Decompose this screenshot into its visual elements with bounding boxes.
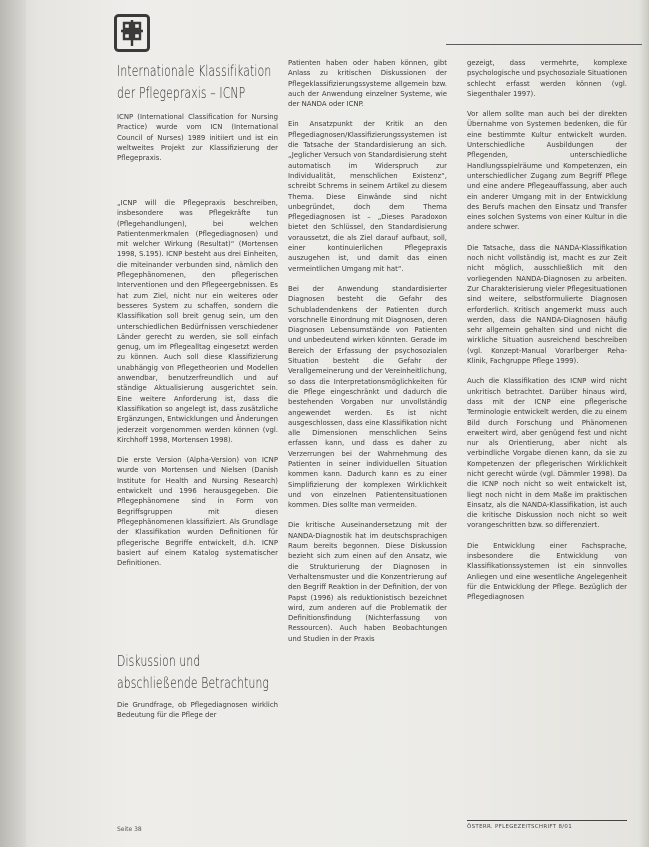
top-rule — [446, 44, 642, 45]
column-2 — [288, 58, 447, 654]
paragraph: Die erste Version (Alpha-Version) von ICNP wurde von Mortensen und Nielsen (Danish Institute for Health and Nursing Research) entwickelt und 1996 herausgegeben. Die Pflegephänomene sind in Form von Begriffsgruppen mit diesen Pflegephänomenen klassifiziert. Als Grundlage der Klassifikation wurden Definitionen für pflegerische Begriffe entwickelt, d.h. ICNP basiert auf einem Katalog systematischer Definitionen. — [117, 456, 278, 568]
paragraph: Auch die Klassifikation des ICNP wird nicht unkritisch betrachtet. Darüber hinaus wird, dass mit der ICNP eine pflegerische Terminologie entwickelt werden, die zu einem Bild durch Forschung und Phänomenen erweitert wird, aber genügend fest und nicht nur als Orientierung, aber nicht als verbindliche Vorgabe dienen kann, da sie zu Kompetenzen der pflegerischen Wirklichkeit nicht gerecht würde (vgl. Dämmler 1998). Da die ICNP noch nicht so weit entwickelt ist, liegt noch nicht in dem Maße im praktischen Einsatz, als die NANDA-Klassifikation, ist auch die kritische Diskussion noch nicht so weit vorangeschritten bzw. so differenziert. — [467, 377, 627, 530]
paragraph: „ICNP will die Pflegepraxis beschreiben, insbesondere was Pflegekräfte tun (Pflegehandlungen), bei welchen Patientenmerkmalen (Pflegediagnosen) und mit welcher Wirkung (Resultat)“ (Mortensen 1998, S.195). ICNP besteht aus drei Einheiten, die miteinander verbunden sind, nämlich den Pflegephänomenen, den pflegerischen Interventionen und den Pflegeergebnissen. Es hat zum Ziel, nicht nur ein weiteres oder besseres System zu schaffen, sondern die Klassifikation soll breit genug sein, um den unterschiedlichen Bedürfnissen verschiedener Länder gerecht zu werden, sie soll einfach genug, um im Pflegealltag eingesetzt werden zu können. Auch soll diese Klassifizierung unabhängig von Pflegetheorien und Modellen anwendbar, benutzerfreundlich und auf ständige Aktualisierung ausgerichtet sein. Eine weitere Anforderung ist, dass die Klassifikation so angelegt ist, dass zusätzliche Ergänzungen, Entwicklungen und Änderungen jederzeit vorgenommen werden können (vgl. Kirchhoff 1998, Mortensen 1998). — [117, 199, 278, 444]
column-1 — [117, 198, 278, 578]
page-number: Seite 38 — [117, 826, 142, 833]
column-3 — [467, 58, 627, 613]
journal-footer: ÖSTERR. PFLEGEZEITSCHRIFT 8/01 — [467, 824, 573, 830]
column-1-intro — [117, 112, 278, 173]
paragraph: Die Grundfrage, ob Pflegediagnosen wirklich Bedeutung für die Pflege der — [117, 701, 278, 720]
paragraph: ICNP (International Classification for Nursing Practice) wurde vom ICN (International Council of Nurses) 1989 initiiert und ist ein weltweites Projekt zur Klassifizierung der Pflegepraxis. — [117, 113, 278, 163]
section-heading-diskussion: Diskussion und abschließende Betrachtung — [117, 652, 270, 692]
journal-logo-icon — [114, 14, 150, 52]
section-heading-icnp: Internationale Klassifikation der Pflegepraxis – ICNP — [117, 62, 272, 102]
paragraph: Patienten haben oder haben können, gibt Anlass zu kritischen Diskussionen der Pflegeklassifizierungssysteme allgemein bzw. auch der Anwendung einzelner Systeme, wie der NANDA oder ICNP. — [288, 59, 447, 109]
paragraph: Ein Ansatzpunkt der Kritik an den Pflegediagnosen/Klassifizierungssystemen ist die Tatsache der Standardisierung an sich. „Jeglicher Versuch von Standardisierung steht automatisch im Widerspruch zur Individualität, menschlichen Existenz“, schreibt Schrems in seinem Artikel zu diesem Thema. Diese Einwände sind nicht unbegründet, doch dem Thema Pflegediagnosen ist – „Dieses Paradoxon bietet den Schlüssel, den Standardisierung voraussetzt, die als Ziel darauf aufbaut, soll, einer kontinuierlichen Pflegepraxis auszugehen ist, und damit das einen vermeintlichen Umgang mit hat“. — [288, 120, 447, 273]
paragraph: Die Entwicklung einer Fachsprache, insbesondere die Entwicklung von Klassifikationssystemen ist ein sinnvolles Anliegen und eine wesentliche Angelegenheit für die Entwicklung der Pflege. Bezüglich der Pflegediagnosen — [467, 541, 627, 602]
paragraph: Bei der Anwendung standardisierter Diagnosen besteht die Gefahr des Schubladendenkens der Patienten durch vorschnelle Einordnung mit Diagnosen, deren Diagnosen Lebensumstände von Patienten und unbedeutend wirken könnten. Gerade im Bereich der Erfassung der psychosozialen Situation besteht die Gefahr der Verallgemeinerung und der Vereinheitlichung, so dass die Interpretationsmöglichkeiten für die Pflege eingeschränkt und dadurch die bestehenden Vorgaben nur unvollständig angewendet werden. Es ist nicht ausgeschlossen, dass eine Klassifikation nicht alle Dimensionen menschlichen Seins erfassen kann, und dass es daher zu Verzerrungen bei der Wahrnehmung des Patienten in seiner individuellen Situation kommen kann. Dadurch kann es zu einer Simplifizierung der komplexen Wirklichkeit und von einzelnen Patientensituationen kommen. Dies sollte man vermeiden. — [288, 284, 447, 510]
column-1-after-heading — [117, 700, 278, 731]
paragraph: Die Tatsache, dass die NANDA-Klassifikation noch nicht vollständig ist, macht es zur Zeit nicht möglich, ausschließlich mit den vorliegenden NANDA-Diagnosen zu arbeiten. Zur Charakterisierung vieler Pflegesituationen sind weitere, selbstformulierte Diagnosen erforderlich. Kritisch angemerkt muss auch werden, dass die NANDA-Diagnosen häufig sehr allgemein gehalten sind und nicht die wirkliche Situation ausreichend beschreiben (vgl. Konzept-Manual Vorarlberger Reha-Klinik, Fachgruppe Pflege 1999). — [467, 243, 627, 366]
paragraph: Vor allem sollte man auch bei der direkten Übernahme von Systemen bedenken, die für eine bestimmte Kultur entwickelt wurden. Unterschiedliche Ausbildungen der Pflegenden, unterschiedliche Handlungsspielräume und Kompetenzen, ein unterschiedlicher Zugang zum Begriff Pflege und eine andere Pflegeauffassung, aber auch ein anderer Umgang mit in der Entwicklung des Berufs machen den Einsatz und Transfer eines solchen Systems von einer Kultur in die andere schwer. — [467, 110, 627, 232]
footer-rule — [467, 820, 627, 821]
scan-shadow-right — [639, 0, 649, 847]
paragraph: Die kritische Auseinandersetzung mit der NANDA-Diagnostik hat im deutschsprachigen Raum bereits begonnen. Diese Diskussion bezieht sich zum einen auf den Ansatz, wie die Strukturierung der Diagnosen in Verhaltensmuster und die Konzentrierung auf den Begriff Reaktion in der Definition, der von Papst (1996) als reduktionistisch bezeichnet wird, zum anderen auf die Problematik der Definitionsfindung (Nichterfassung von Ressourcen). Auch haben Beobachtungen und Studien in der Praxis — [288, 521, 447, 643]
scan-shadow-left — [0, 0, 26, 847]
paragraph: gezeigt, dass vermehrte, komplexe psychologische und psychosoziale Situationen schlecht erfasst werden können (vgl. Siegenthaler 1997). — [467, 59, 627, 98]
